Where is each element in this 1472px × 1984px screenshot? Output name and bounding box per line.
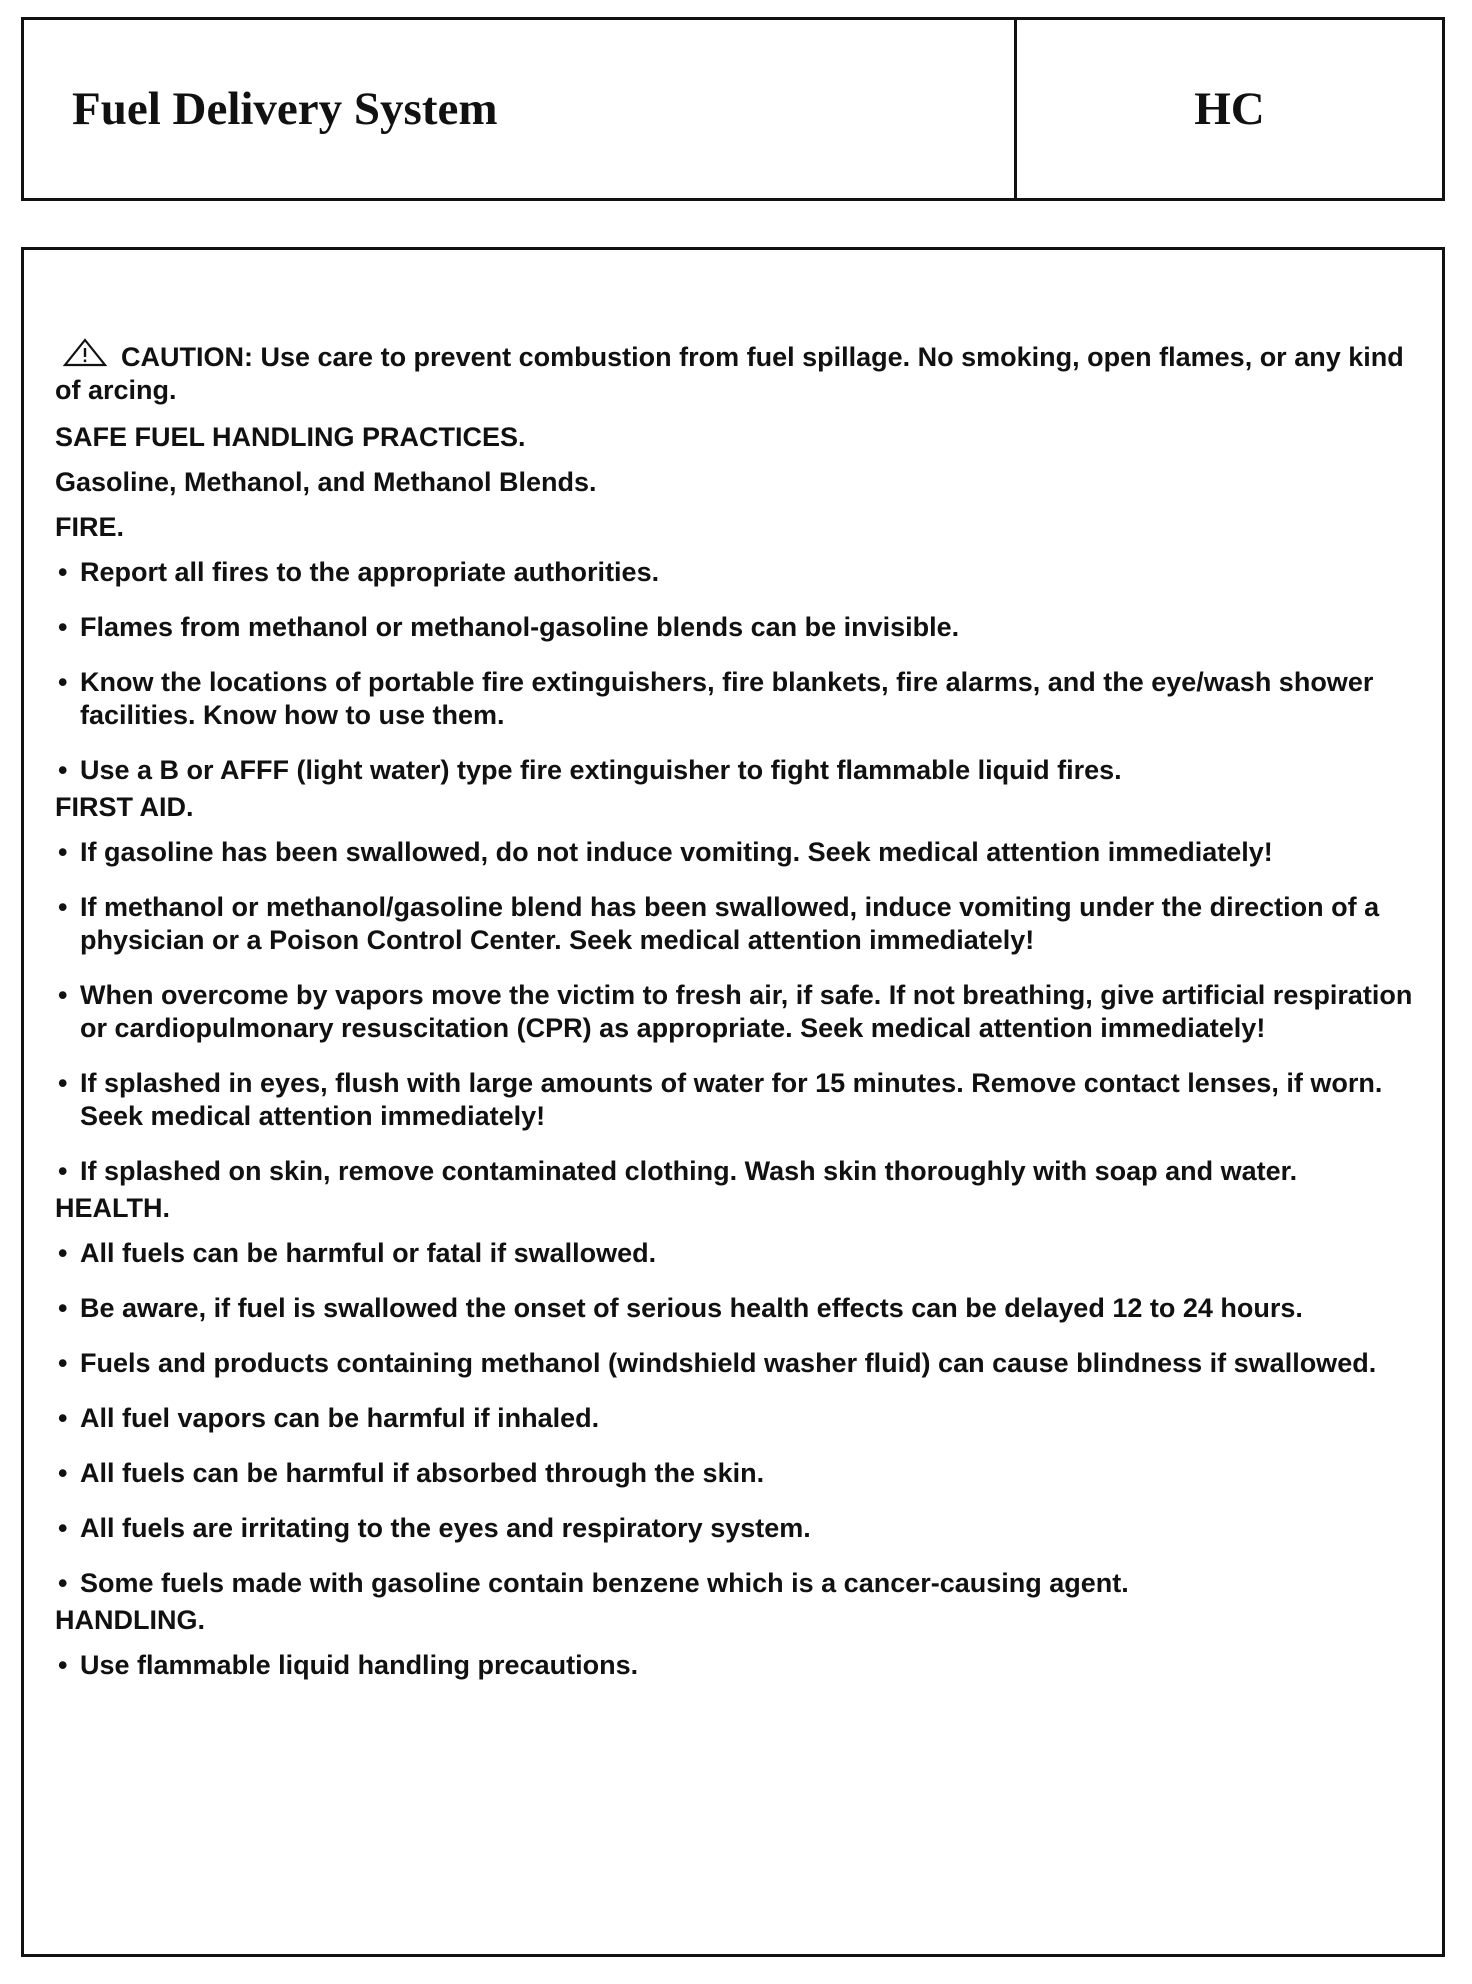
caution-text: CAUTION: Use care to prevent combustion from fuel spillage. No smoking, open flames, or any kind of arcing.: [55, 342, 1404, 405]
list-item: • All fuels can be harmful or fatal if swallowed.: [58, 1238, 657, 1268]
section-code: HC: [1194, 83, 1265, 135]
list-item: • All fuels can be harmful if absorbed through the skin.: [58, 1458, 765, 1488]
section-heading-health: HEALTH.: [55, 1193, 170, 1223]
list-item: • Fuels and products containing methanol (windshield washer fluid) can cause blindness if swallowed.: [58, 1348, 1377, 1378]
list-item: • If splashed in eyes, flush with large amounts of water for 15 minutes. Remove contact lenses, if worn. Seek medical attention immediately!: [58, 1068, 1383, 1131]
caution-notice: [55, 338, 1425, 407]
warning-triangle-icon: [63, 338, 107, 368]
list-item: • Know the locations of portable fire extinguishers, fire blankets, fire alarms, and the eye/wash shower facilities. Know how to use them.: [58, 667, 1374, 730]
list-item: • When overcome by vapors move the victim to fresh air, if safe. If not breathing, give artificial respiration or cardiopulmonary resuscitation (CPR) as appropriate. Seek medical attention immediately!: [58, 980, 1413, 1043]
list-item: • If gasoline has been swallowed, do not induce vomiting. Seek medical attention immediately!: [58, 837, 1273, 867]
list-item: • All fuels are irritating to the eyes and respiratory system.: [58, 1513, 811, 1543]
list-item: • Flames from methanol or methanol-gasoline blends can be invisible.: [58, 612, 960, 642]
safe-handling-title: SAFE FUEL HANDLING PRACTICES.: [55, 422, 526, 452]
list-item: • Some fuels made with gasoline contain benzene which is a cancer-causing agent.: [58, 1568, 1129, 1598]
fuel-types-subtitle: Gasoline, Methanol, and Methanol Blends.: [55, 467, 597, 497]
list-item: • Be aware, if fuel is swallowed the onset of serious health effects can be delayed 12 to 24 hours.: [58, 1293, 1303, 1323]
page-title: Fuel Delivery System: [72, 83, 498, 135]
list-item: • If methanol or methanol/gasoline blend has been swallowed, induce vomiting under the direction of a physician or a Poison Control Center. Seek medical attention immediately!: [58, 892, 1380, 955]
section-heading-handling: HANDLING.: [55, 1605, 205, 1635]
section-heading-fire: FIRE.: [55, 512, 125, 542]
content: [55, 338, 1425, 1686]
list-item: • All fuel vapors can be harmful if inhaled.: [58, 1403, 600, 1433]
list-item: • Report all fires to the appropriate authorities.: [58, 557, 660, 587]
header-box: [21, 17, 1445, 201]
list-item: • Use a B or AFFF (light water) type fire extinguisher to fight flammable liquid fires.: [58, 755, 1122, 785]
list-item: • Use flammable liquid handling precautions.: [58, 1650, 639, 1680]
section-heading-first-aid: FIRST AID.: [55, 792, 194, 822]
list-item: • If splashed on skin, remove contaminated clothing. Wash skin thoroughly with soap and water.: [58, 1156, 1298, 1186]
content-box: [21, 247, 1445, 1957]
